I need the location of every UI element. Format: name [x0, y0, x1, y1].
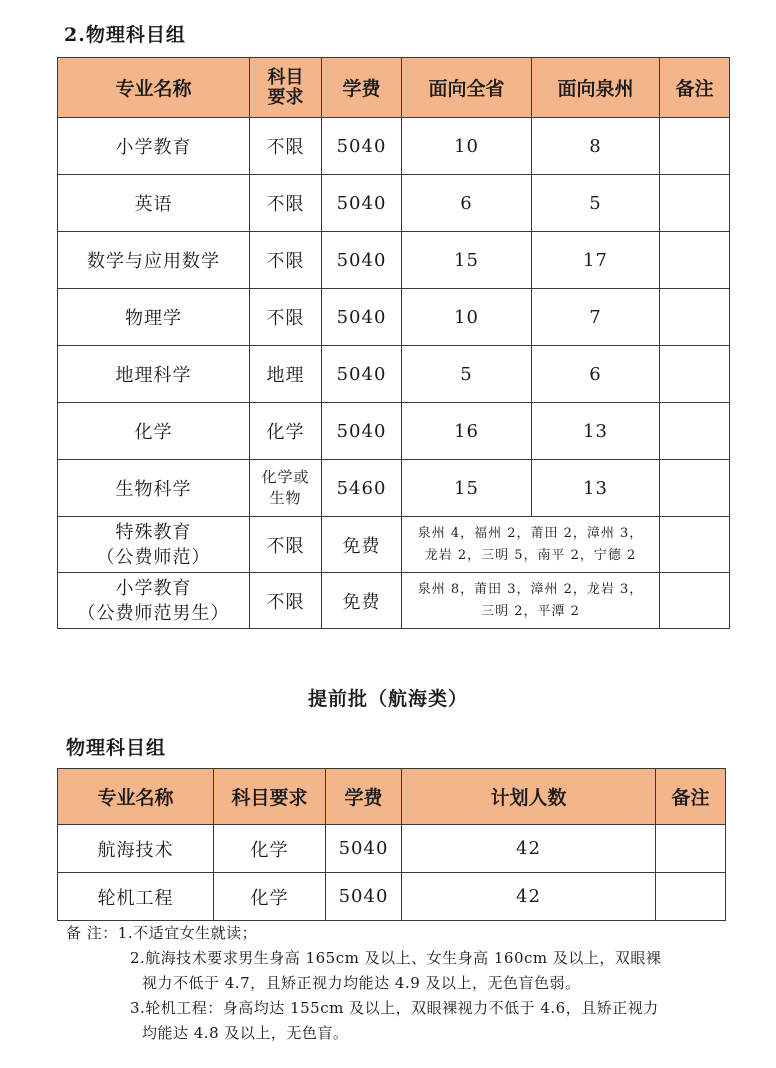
- cell-req: 不限: [250, 232, 322, 289]
- cell-fee: 5040: [322, 289, 402, 346]
- table-row: [58, 403, 730, 460]
- cell-note: [660, 517, 730, 573]
- cell-fee: 5040: [326, 873, 402, 921]
- cell-note: [660, 118, 730, 175]
- cell-note: [660, 403, 730, 460]
- cell-note: [660, 346, 730, 403]
- cell-province: 6: [402, 175, 532, 232]
- cell-req: 不限: [250, 175, 322, 232]
- cell-quanzhou: 7: [532, 289, 660, 346]
- section1-title: 2.物理科目组: [64, 24, 186, 46]
- table-row: [58, 573, 730, 629]
- cell-fee: 免费: [322, 517, 402, 573]
- cell-req: 不限: [250, 517, 322, 573]
- header-note: 备注: [660, 58, 730, 118]
- cell-note: [660, 289, 730, 346]
- cell-quanzhou: 5: [532, 175, 660, 232]
- cell-quota: 泉州 8，莆田 3，漳州 2，龙岩 3， 三明 2，平潭 2: [402, 573, 660, 629]
- table-row: [58, 517, 730, 573]
- batch-title: 提前批（航海类）: [307, 688, 468, 710]
- cell-req: 不限: [250, 118, 322, 175]
- cell-major: 航海技术: [58, 825, 214, 873]
- cell-quota: 泉州 4，福州 2，莆田 2，漳州 3， 龙岩 2，三明 5，南平 2，宁德 2: [402, 517, 660, 573]
- note-item: 2.航海技术要求男生身高 165cm 及以上、女生身高 160cm 及以上，双眼裸: [130, 949, 662, 967]
- table-header-row: [58, 769, 726, 825]
- table-row: [58, 460, 730, 517]
- cell-major: 小学教育: [58, 118, 250, 175]
- cell-major: 化学: [58, 403, 250, 460]
- note-item: 视力不低于 4.7，且矫正视力均能达 4.9 及以上，无色盲色弱。: [142, 974, 581, 992]
- cell-note: [660, 573, 730, 629]
- cell-req: 化学: [214, 825, 326, 873]
- cell-fee: 5040: [322, 232, 402, 289]
- cell-fee: 5040: [322, 346, 402, 403]
- cell-fee: 5040: [322, 175, 402, 232]
- header-plan: 计划人数: [402, 769, 656, 825]
- cell-major: 物理学: [58, 289, 250, 346]
- cell-quanzhou: 6: [532, 346, 660, 403]
- maritime-table: [57, 768, 726, 921]
- note-item: 1.不适宜女生就读；: [117, 924, 258, 942]
- table-row: [58, 175, 730, 232]
- cell-major: 地理科学: [58, 346, 250, 403]
- cell-quanzhou: 8: [532, 118, 660, 175]
- cell-req: 化学: [250, 403, 322, 460]
- notes-block: [66, 921, 746, 1046]
- cell-req: 不限: [250, 573, 322, 629]
- cell-major: 特殊教育 （公费师范）: [58, 517, 250, 573]
- cell-province: 15: [402, 460, 532, 517]
- header-note: 备注: [656, 769, 726, 825]
- cell-note: [656, 873, 726, 921]
- header-province: 面向全省: [402, 58, 532, 118]
- table-row: [58, 232, 730, 289]
- cell-fee: 5040: [326, 825, 402, 873]
- cell-quanzhou: 13: [532, 460, 660, 517]
- table-row: [58, 873, 726, 921]
- cell-major: 数学与应用数学: [58, 232, 250, 289]
- table-row: [58, 346, 730, 403]
- note-item: 3.轮机工程：身高均达 155cm 及以上，双眼裸视力不低于 4.6，且矫正视力: [130, 999, 659, 1017]
- cell-province: 16: [402, 403, 532, 460]
- physics-group-table: [57, 57, 730, 629]
- cell-major: 轮机工程: [58, 873, 214, 921]
- table-row: [58, 289, 730, 346]
- header-subject-req: 科目要求: [214, 769, 326, 825]
- table-row: [58, 825, 726, 873]
- cell-req: 化学或 生物: [250, 460, 322, 517]
- cell-province: 10: [402, 118, 532, 175]
- cell-fee: 5040: [322, 118, 402, 175]
- cell-quanzhou: 17: [532, 232, 660, 289]
- cell-province: 10: [402, 289, 532, 346]
- cell-fee: 5460: [322, 460, 402, 517]
- cell-note: [660, 232, 730, 289]
- notes-label: 备 注：: [66, 924, 118, 942]
- header-subject-req: 科目 要求: [250, 58, 322, 118]
- cell-req: 化学: [214, 873, 326, 921]
- cell-note: [660, 460, 730, 517]
- header-quanzhou: 面向泉州: [532, 58, 660, 118]
- cell-note: [660, 175, 730, 232]
- cell-note: [656, 825, 726, 873]
- header-fee: 学费: [322, 58, 402, 118]
- cell-req: 不限: [250, 289, 322, 346]
- cell-plan: 42: [402, 873, 656, 921]
- cell-province: 5: [402, 346, 532, 403]
- cell-province: 15: [402, 232, 532, 289]
- cell-major: 生物科学: [58, 460, 250, 517]
- note-line: [66, 921, 746, 946]
- table-row: [58, 118, 730, 175]
- cell-plan: 42: [402, 825, 656, 873]
- cell-quanzhou: 13: [532, 403, 660, 460]
- cell-fee: 5040: [322, 403, 402, 460]
- cell-major: 小学教育 （公费师范男生）: [58, 573, 250, 629]
- header-major: 专业名称: [58, 58, 250, 118]
- group-title: 物理科目组: [66, 737, 167, 759]
- cell-fee: 免费: [322, 573, 402, 629]
- cell-major: 英语: [58, 175, 250, 232]
- header-fee: 学费: [326, 769, 402, 825]
- cell-req: 地理: [250, 346, 322, 403]
- header-major: 专业名称: [58, 769, 214, 825]
- note-item: 均能达 4.8 及以上，无色盲。: [142, 1024, 349, 1042]
- table-header-row: [58, 58, 730, 118]
